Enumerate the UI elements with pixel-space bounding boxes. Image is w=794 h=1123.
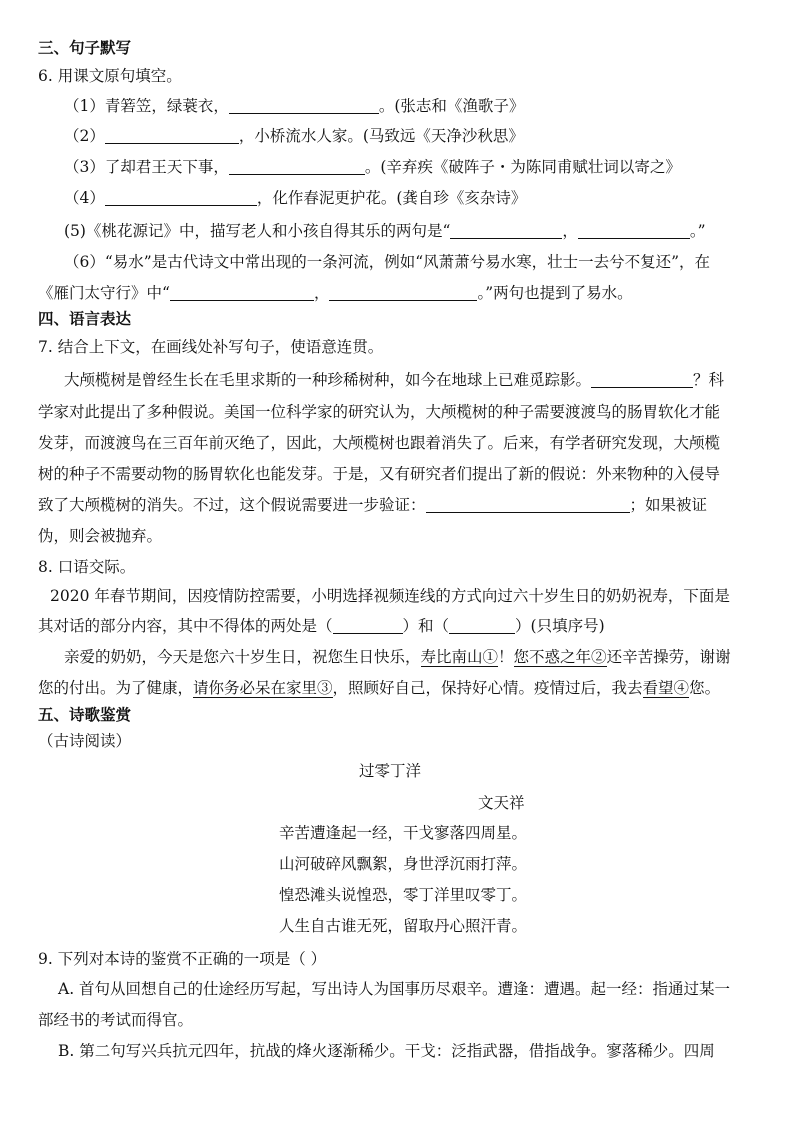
poem-line: 辛苦遭逢起一经，干戈寥落四周星。 [279,824,528,842]
q9-option-b-line1[interactable]: B. 第二句写兴兵抗元四年，抗战的烽火逐渐稀少。干戈：泛指武器，借指战争。寥落稀少。四周 [58,1042,715,1060]
q6-item-2-suffix: ，小桥流水人家。(马致远《天净沙秋思》 [238,127,524,145]
q6-item-1-suffix: 。(张志和《渔歌子》 [378,97,525,115]
question-6-stem: 6. 用课文原句填空。 [38,67,182,85]
q7-text: ；如果被证 [629,496,708,514]
underlined-phrase-4: 看望④ [642,679,690,697]
answer-blank[interactable] [105,187,257,206]
section-5-subtitle: （古诗阅读） [38,732,132,750]
q8-text: 其对话的部分内容，其中不得体的两处是（ [38,617,333,635]
section-5-title: 五、诗歌鉴赏 [38,706,132,724]
q6-item-1 [64,91,524,121]
q7-paragraph-line: 伪，则会被抛弃。 [38,527,163,545]
q6-item-6-line1: （6）“易水”是古代诗文中常出现的一条河流，例如“风萧萧兮易水寒，壮士一去兮不复还”，在 [64,253,711,271]
q8-text: 亲爱的奶奶，今天是您六十岁生日，祝您生日快乐， [64,648,421,666]
q6-item-5-prefix: (5)《桃花源记》中，描写老人和小孩自得其乐的两句是“ [64,222,451,240]
q6-item-4-suffix: ，化作春泥更护花。(龚自珍《亥杂诗》 [256,189,527,207]
section-3-title: 三、句子默写 [38,39,132,57]
q7-paragraph-line: 树的种子不需要动物的肠胃软化也能发芽。于是，又有研究者们提出了新的假说：外来物种的入侵导 [38,465,721,483]
q8-text: 您。 [689,679,721,697]
q8-paragraph-line [38,611,605,641]
poem-line: 人生自古谁无死，留取丹心照汗青。 [279,917,528,935]
poem-line: 山河破碎风飘絮，身世浮沉雨打萍。 [279,855,528,873]
answer-blank[interactable] [450,220,562,239]
q6-item-6-prefix: 《雁门太守行》中“ [38,284,170,302]
q7-paragraph-line: 学家对此提出了多种假说。美国一位科学家的研究认为，大颅榄树的种子需要渡渡鸟的肠胃软化才能 [38,403,721,421]
poem-author: 文天祥 [478,794,525,812]
q8-paragraph-line: 2020 年春节期间，因疫情防控需要，小明选择视频连线的方式向过六十岁生日的奶奶祝寿，下面是 [50,587,730,605]
q8-text: ，照顾好自己，保持好心情。疫情过后，我去 [332,679,643,697]
answer-blank[interactable] [426,494,630,513]
answer-blank[interactable] [449,615,515,634]
q7-paragraph-line [64,365,724,395]
q6-item-5-suffix: 。” [689,222,706,240]
q7-text: ？科 [693,371,725,389]
answer-blank[interactable] [329,282,477,301]
q8-text: 您的付出。为了健康， [38,679,194,697]
question-9-stem: 9. 下列对本诗的鉴赏不正确的一项是（ ） [38,950,327,968]
q7-text: 大颅榄树是曾经生长在毛里求斯的一种珍稀树种，如今在地球上已难觅踪影。 [64,371,592,389]
q6-item-2-prefix: （2） [64,127,105,145]
poem-line: 惶恐滩头说惶恐，零丁洋里叹零丁。 [279,886,528,904]
q8-dialogue-line [38,673,720,703]
underlined-phrase-3: 请你务必呆在家里③ [193,679,333,697]
answer-blank[interactable] [591,369,693,388]
section-4-title: 四、语言表达 [38,310,132,328]
q6-item-3 [64,152,681,182]
question-7-stem: 7. 结合上下文，在画线处补写句子，使语意连贯。 [38,338,384,356]
answer-blank[interactable] [578,220,690,239]
q6-item-2 [64,121,524,151]
q7-paragraph-line [38,490,707,520]
q8-text: 还辛苦操劳，谢谢 [606,648,731,666]
q6-item-3-prefix: （3）了却君王天下事， [64,158,229,176]
q6-item-3-suffix: 。(辛弃疾《破阵子・为陈同甫赋壮词以寄之》 [364,158,681,176]
q7-paragraph-line: 发芽，而渡渡鸟在三百年前灭绝了，因此，大颅榄树也跟着消失了。后来，有学者研究发现，大颅榄 [38,434,721,452]
q8-text: ）(只填序号) [515,617,605,635]
q6-item-4-prefix: （4） [64,189,105,207]
poem-title: 过零丁洋 [358,762,421,780]
q6-item-5 [64,216,706,246]
q9-option-a-line2[interactable]: 部经书的考试而得官。 [38,1011,194,1029]
underlined-phrase-1: 寿比南山① [420,648,499,666]
q8-text: ）和（ [402,617,450,635]
q8-dialogue-line [64,642,731,672]
answer-blank[interactable] [105,125,239,144]
q8-text: ！ [498,648,514,666]
answer-blank[interactable] [333,615,403,634]
q6-item-6-mid: ， [313,284,330,302]
answer-blank[interactable] [229,95,379,114]
question-8-stem: 8. 口语交际。 [38,558,136,576]
q7-text: 致了大颅榄树的消失。不过，这个假说需要进一步验证： [38,496,426,514]
answer-blank[interactable] [170,282,314,301]
answer-blank[interactable] [229,156,365,175]
q6-item-6-suffix: 。”两句也提到了易水。 [477,284,633,302]
q6-item-4 [64,183,526,213]
underlined-phrase-2: 您不惑之年② [513,648,607,666]
q9-option-a-line1[interactable]: A. 首句从回想自己的仕途经历写起，写出诗人为国事历尽艰辛。遭逢：遭遇。起一经：指通过某一 [58,980,731,998]
q6-item-1-prefix: （1）青箬笠，绿蓑衣， [64,97,229,115]
q6-item-5-mid: ， [562,222,578,240]
